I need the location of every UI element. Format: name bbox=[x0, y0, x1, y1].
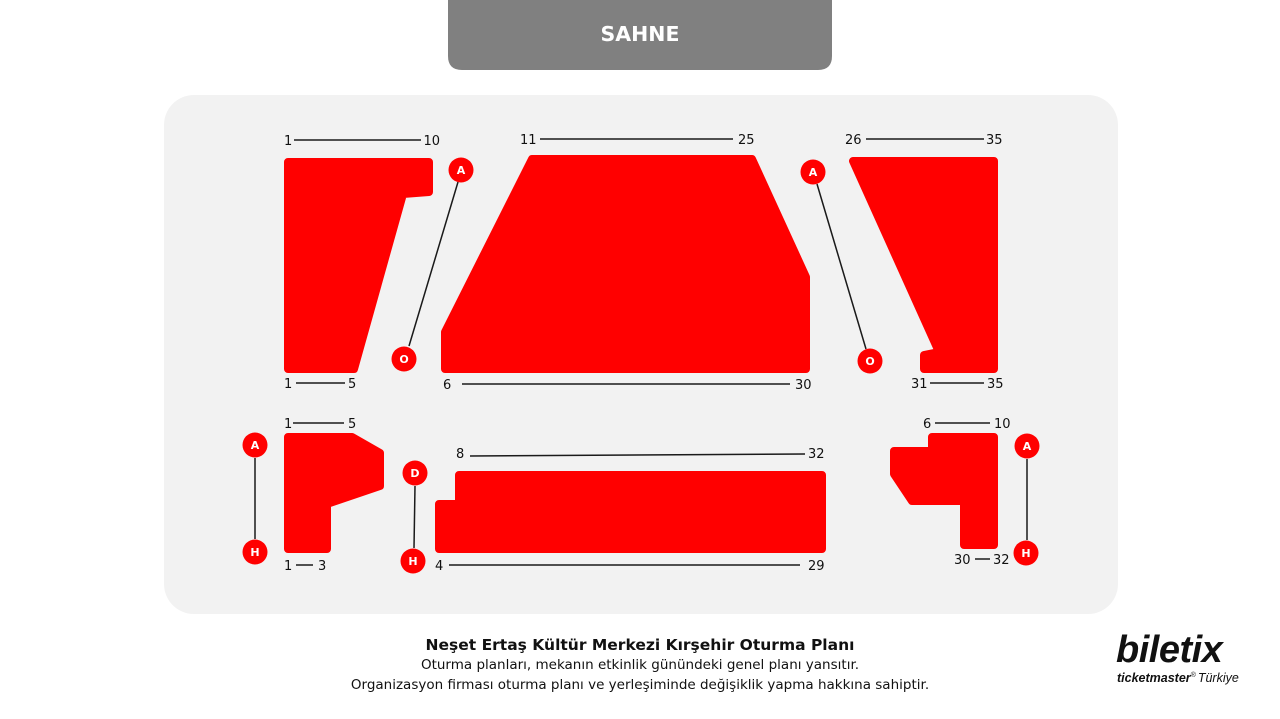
seat-number-bottom-start: 6 bbox=[443, 378, 452, 393]
seat-number-bottom-start: 1 bbox=[284, 559, 293, 574]
plan-disclaimer-changes: Organizasyon firması oturma planı ve yerleşiminde değişiklik yapma hakkına sahiptir. bbox=[350, 677, 930, 693]
logo-partner: ticketmaster bbox=[1117, 671, 1191, 685]
biletix-logo bbox=[1116, 629, 1239, 685]
seat-number-top-start: 1 bbox=[284, 417, 293, 432]
footer bbox=[351, 636, 929, 693]
stage-label: SAHNE bbox=[600, 22, 680, 46]
seat-number-bottom-end: 35 bbox=[987, 377, 1004, 392]
seat-number-top-start: 26 bbox=[845, 133, 862, 148]
seat-number-top-end: 32 bbox=[808, 447, 825, 462]
venue-plan-title: Neşet Ertaş Kültür Merkezi Kırşehir Oturma Planı bbox=[425, 636, 855, 654]
seat-number-bottom-start: 4 bbox=[435, 559, 444, 574]
logo-tagline bbox=[1117, 671, 1239, 685]
row-badge-first-label: A bbox=[808, 166, 818, 179]
seat-number-bottom-end: 29 bbox=[808, 559, 825, 574]
row-badge-last-label: O bbox=[399, 353, 409, 366]
row-badge-first-label: A bbox=[456, 164, 466, 177]
seat-number-top-start: 1 bbox=[284, 134, 293, 149]
seat-number-bottom-end: 5 bbox=[348, 377, 357, 392]
seat-number-bottom-end: 3 bbox=[318, 559, 327, 574]
seat-number-bottom-start: 1 bbox=[284, 377, 293, 392]
seat-block-lower-center bbox=[439, 475, 822, 549]
row-badge-last-label: H bbox=[408, 555, 418, 568]
seat-number-bottom-end: 30 bbox=[795, 378, 812, 393]
seat-number-top-start: 11 bbox=[520, 133, 537, 148]
seat-number-bottom-end: 32 bbox=[993, 553, 1010, 568]
stage bbox=[448, 0, 832, 70]
logo-wordmark: biletix bbox=[1116, 629, 1223, 671]
seat-number-top-end: 10 bbox=[423, 134, 440, 149]
seat-number-top-end: 25 bbox=[738, 133, 755, 148]
row-connector-line bbox=[414, 486, 415, 548]
logo-region: Türkiye bbox=[1197, 671, 1239, 685]
seat-number-top-start: 8 bbox=[456, 447, 465, 462]
seat-number-top-start: 6 bbox=[923, 417, 932, 432]
plan-disclaimer-general: Oturma planları, mekanın etkinlik günündeki genel planı yansıtır. bbox=[420, 657, 860, 673]
seat-number-top-end: 10 bbox=[994, 417, 1011, 432]
seat-number-top-end: 5 bbox=[348, 417, 357, 432]
registered-mark-icon: ® bbox=[1190, 672, 1196, 679]
row-badge-last-label: H bbox=[250, 546, 260, 559]
row-badge-first-label: A bbox=[250, 439, 260, 452]
seat-number-bottom-start: 31 bbox=[911, 377, 928, 392]
row-badge-first-label: D bbox=[410, 467, 420, 480]
row-badge-last-label: O bbox=[865, 355, 875, 368]
row-badge-last-label: H bbox=[1021, 547, 1031, 560]
seat-number-bottom-start: 30 bbox=[954, 553, 971, 568]
row-badge-first-label: A bbox=[1022, 440, 1032, 453]
seat-number-top-end: 35 bbox=[986, 133, 1003, 148]
